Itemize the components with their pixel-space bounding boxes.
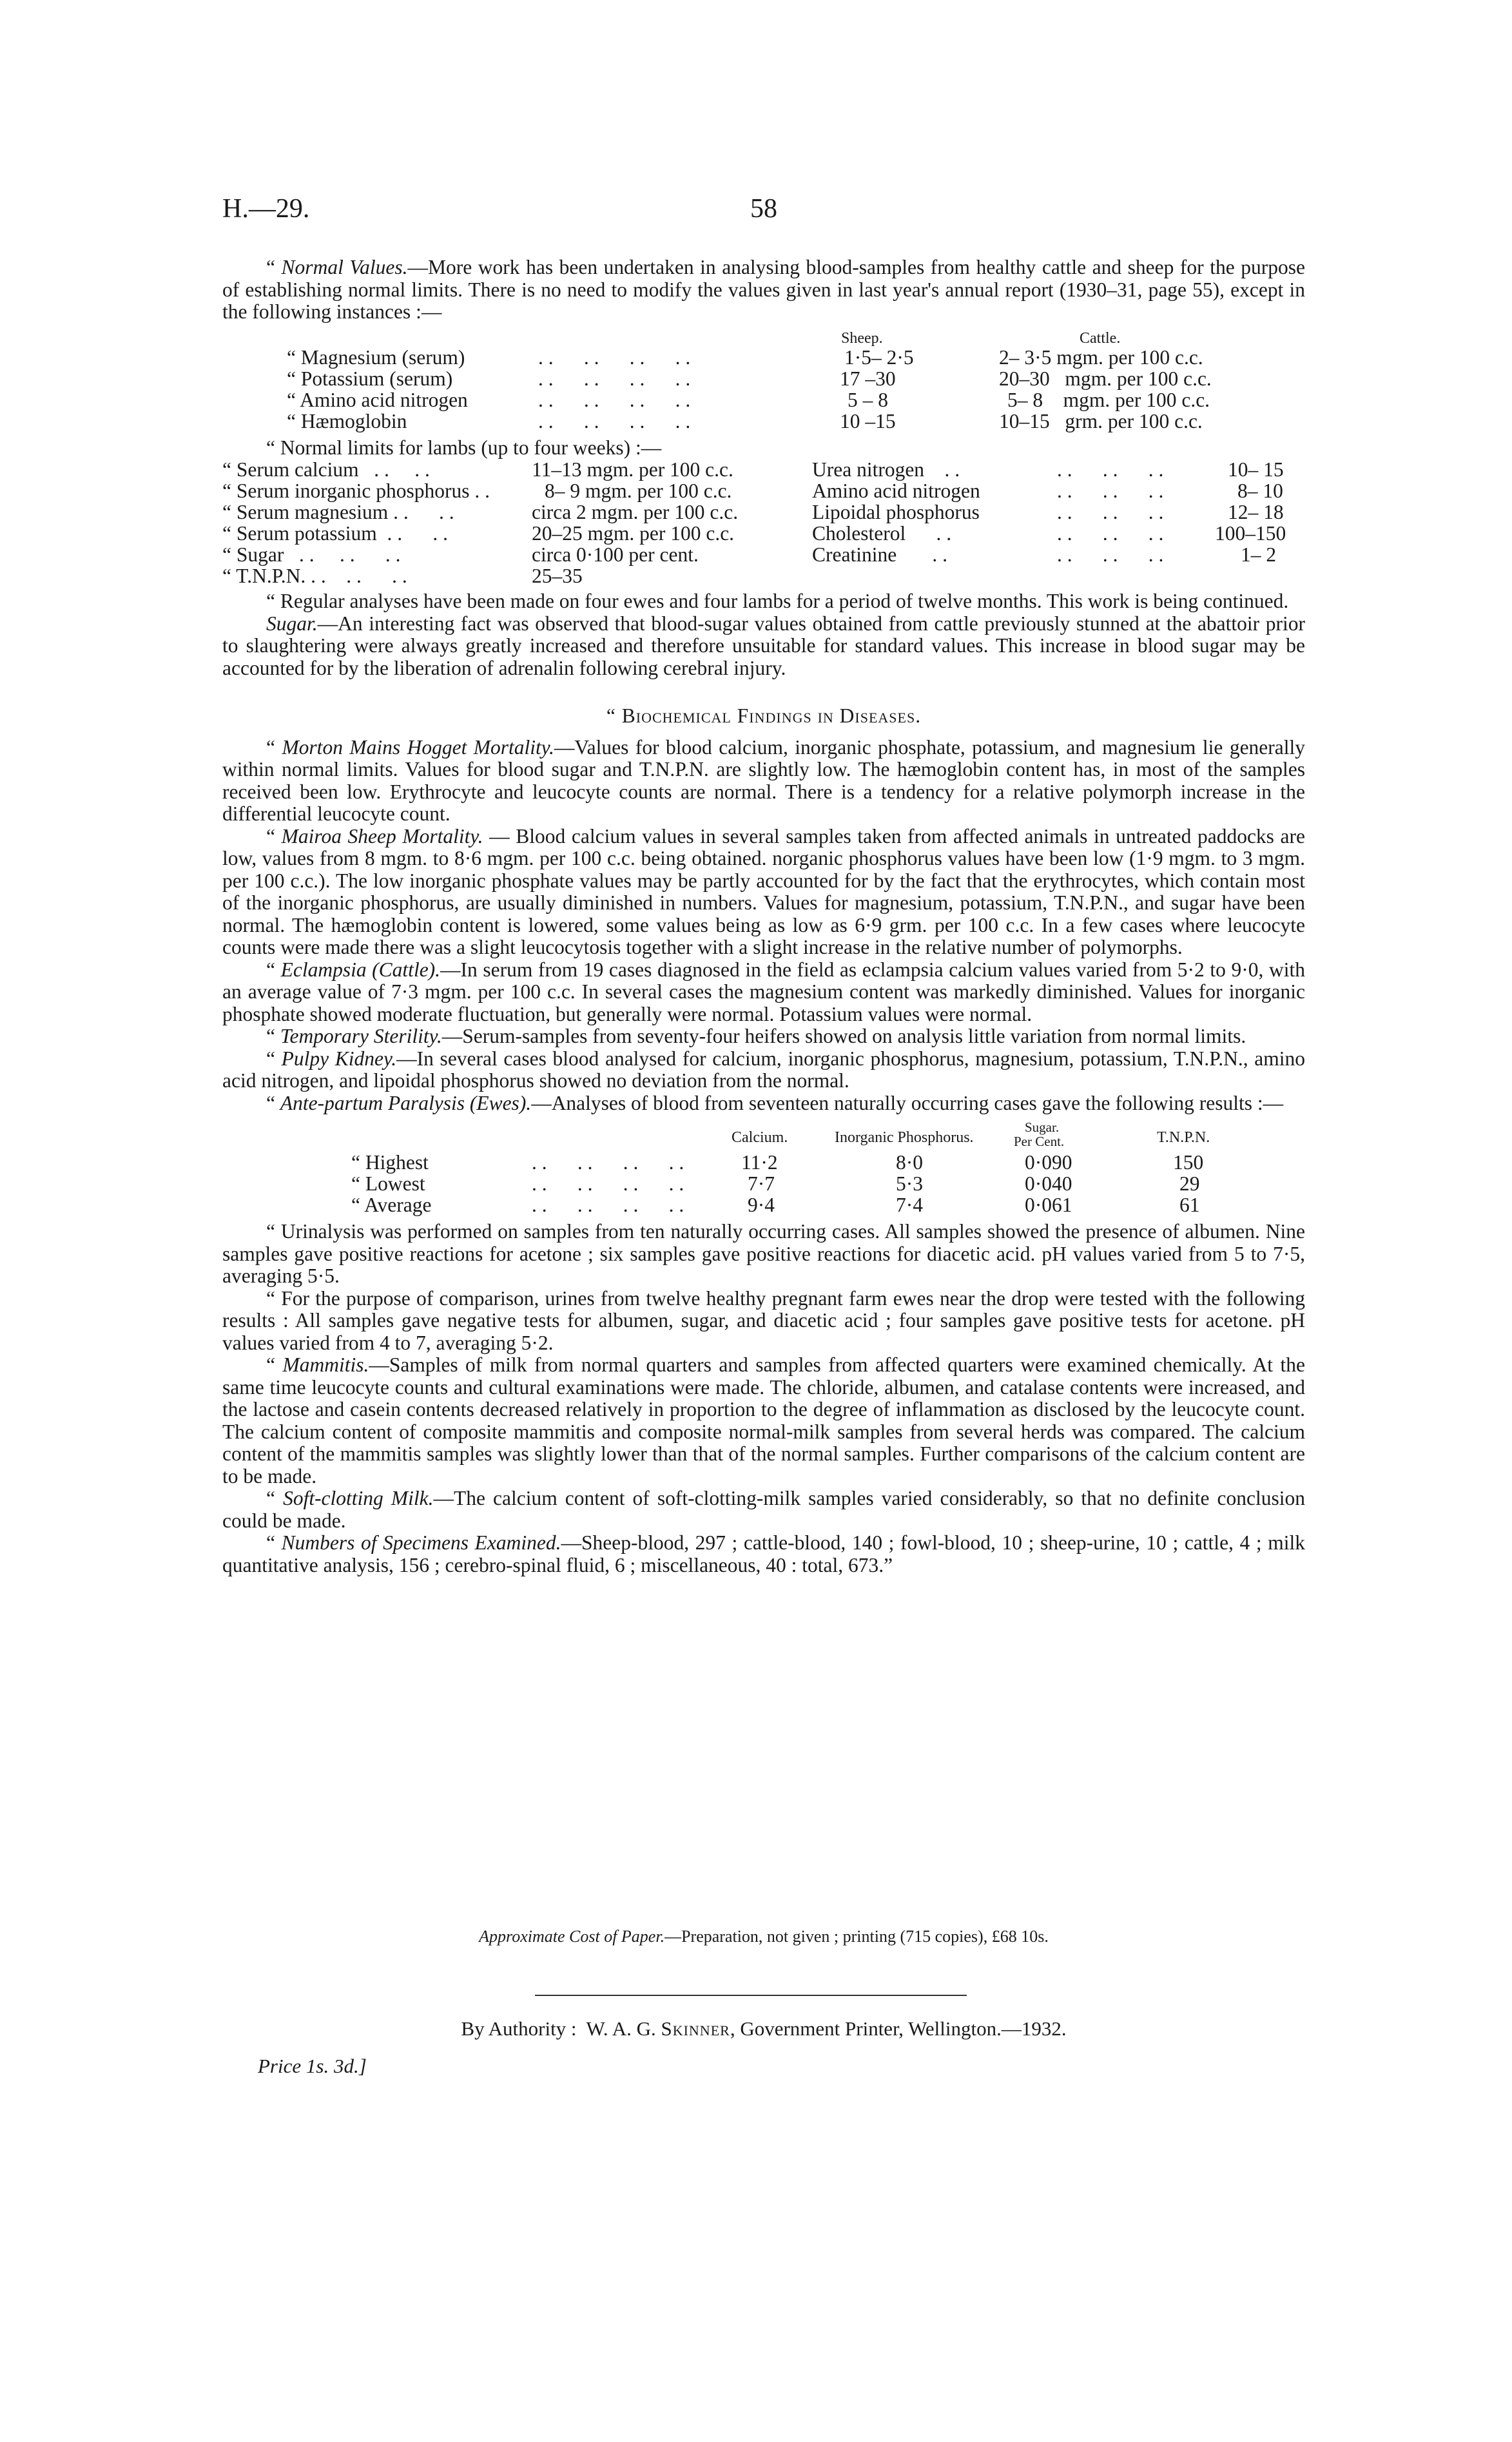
biochemical-findings-heading: “ Biochemical Findings in Diseases.	[606, 704, 922, 727]
ewes-row	[222, 1152, 1305, 1173]
page-number: 58	[750, 194, 777, 224]
normal-values-row	[222, 389, 1305, 411]
comparison-paragraph: “ For the purpose of comparison, urines from twelve healthy pregnant farm ewes near the drop were tested with the following results : All samples gave negative tests for albumen, sugar, and diacetic acid ; four samples gave positive tests for acetone. pH values varied from 4 to 7, averaging 5·2.	[222, 1286, 1305, 1354]
tnpn-value: 61	[1179, 1194, 1200, 1216]
calcium-value: 11·2	[741, 1151, 778, 1174]
leader-dots: . . . . . . . .	[532, 1194, 684, 1216]
specimens-title: Numbers of Specimens Examined.	[281, 1531, 561, 1554]
lamb-left-value: 25–35	[532, 565, 583, 587]
normal-values-text: —More work has been undertaken in analysing blood-samples from healthy cattle and sheep for the purpose of establishing normal limits. There is no need to modify the values given in last year's annual report (1930–31, page 55), except in the following instances :—	[222, 256, 1305, 323]
row-label: “ Magnesium (serum)	[287, 345, 465, 369]
lamb-right-value: 12– 18	[1228, 501, 1284, 523]
normal-values-paragraph: “ Normal Values.—More work has been undertaken in analysing blood-samples from healthy cattle and sheep for the purpose of establishing normal limits. There is no need to modify the values given in last year's annual report (1930–31, page 55), except in the following instances :—	[222, 256, 1305, 323]
leader-dots: . . . . . .	[1057, 458, 1164, 481]
antepartum-text: —Analyses of blood from seventeen naturally occurring cases gave the following results :—	[531, 1091, 1284, 1114]
urinalysis-paragraph: “ Urinalysis was performed on samples from ten naturally occurring cases. All samples showed the presence of albumen. Nine samples gave positive reactions for acetone ; six samples gave positive reactions for diacetic acid. pH values varied from 5 to 7·5, averaging 5·5.	[222, 1220, 1305, 1287]
soft-clotting-text: —The calcium content of soft-clotting-milk samples varied considerably, so that no definite conclusion could be made.	[222, 1487, 1305, 1532]
col-tnpn: T.N.P.N.	[1157, 1129, 1210, 1146]
lamb-right-label: Urea nitrogen . .	[812, 458, 960, 481]
leader-dots: . . . . . . . .	[532, 1151, 684, 1174]
lambs-intro: “ Normal limits for lambs (up to four weeks) :—	[266, 436, 662, 459]
lambs-row	[222, 565, 1305, 586]
row-label: “ Highest	[351, 1151, 429, 1174]
pulpy-kidney-paragraph: “ Pulpy Kidney.—In several cases blood analysed for calcium, inorganic phosphorus, magnesium, potassium, T.N.P.N., amino acid nitrogen, and lipoidal phosphorus showed no deviation from the normal.	[222, 1047, 1305, 1092]
lamb-left-label: “ T.N.P.N. . . . . . .	[222, 565, 407, 587]
lamb-left-value: 11–13 mgm. per 100 c.c.	[532, 458, 733, 481]
mammitis-paragraph: “ Mammitis.—Samples of milk from normal quarters and samples from affected quarters were examined chemically. At the same time leucocyte counts and cultural examinations were made. The chloride, albumen, and catalase contents were increased, and the lactose and casein contents decreased relatively in proportion to the degree of inflammation as disclosed by the leucocyte count. The calcium content of composite mammitis and composite normal-milk samples from several herds was compared. The calcium content of the mammitis samples was slightly lower than that of the normal samples. Further comparisons of the calcium content are to be made.	[222, 1353, 1305, 1487]
antepartum-paragraph: “ Ante-partum Paralysis (Ewes).—Analyses of blood from seventeen naturally occurring cases gave the following results :—	[266, 1091, 1284, 1114]
printer-name: Skinner	[661, 2017, 730, 2040]
document-id: H.—29.	[222, 194, 310, 224]
ewes-table-header	[222, 1118, 1305, 1152]
leader-dots: . . . . . . . .	[538, 388, 691, 411]
col-sugar: Sugar.	[1025, 1119, 1060, 1135]
lambs-table	[222, 459, 1305, 586]
col-sheep: Sheep.	[841, 329, 883, 347]
calcium-value: 9·4	[748, 1194, 775, 1216]
leader-dots: . . . . . .	[1057, 501, 1164, 523]
normal-values-table	[222, 325, 1305, 432]
cattle-value: 2– 3·5 mgm. per 100 c.c.	[999, 345, 1203, 369]
lamb-left-value: circa 2 mgm. per 100 c.c.	[532, 501, 739, 523]
mairoa-paragraph: “ Mairoa Sheep Mortality. — Blood calcium values in several samples taken from affected animals in untreated paddocks are low, values from 8 mgm. to 8·6 mgm. per 100 c.c. being obtained. norganic phosphorus values have been low (1·9 mgm. to 3 mgm. per 100 c.c.). The low inorganic phosphate values may be partly accounted for by the fact that the erythrocytes, which contain most of the inorganic phosphorus, are usually diminished in numbers. Values for magnesium, potassium, T.N.P.N., and sugar have been normal. The hæmoglobin content is lowered, some values being as low as 6·9 grm. per 100 c.c. In a few cases where leucocyte counts were made there was a slight leucocytosis together with a slight increase in the relative number of polymorphs.	[222, 824, 1306, 958]
soft-clotting-title: Soft-clotting Milk.	[283, 1487, 434, 1509]
tnpn-value: 150	[1173, 1151, 1204, 1174]
printer-authority	[222, 2017, 1305, 2040]
approximate-cost	[222, 1927, 1305, 1946]
phosphorus-value: 7·4	[896, 1194, 923, 1216]
row-label: “ Amino acid nitrogen	[287, 388, 468, 411]
pulpy-kidney-title: Pulpy Kidney.	[281, 1047, 397, 1070]
leader-dots: . . . . . . . .	[532, 1172, 684, 1195]
row-label: “ Hæmoglobin	[287, 409, 407, 432]
cattle-value: 10–15 grm. per 100 c.c.	[999, 409, 1203, 432]
price: Price 1s. 3d.]	[258, 2055, 367, 2077]
antepartum-title: Ante-partum Paralysis (Ewes).	[280, 1091, 532, 1114]
lamb-right-label: Lipoidal phosphorus	[812, 501, 980, 523]
leader-dots: . . . . . . . .	[538, 367, 691, 390]
leader-dots: . . . . . .	[1057, 480, 1164, 502]
ewes-row	[222, 1194, 1305, 1216]
col-calcium: Calcium.	[732, 1129, 788, 1146]
ewes-row	[222, 1173, 1305, 1194]
lamb-left-label: “ Serum magnesium . . . .	[222, 501, 454, 523]
ewes-table	[222, 1118, 1305, 1216]
lambs-row	[222, 480, 1305, 501]
sheep-value: 5 – 8	[848, 388, 888, 411]
sugar-title: Sugar.	[266, 612, 318, 635]
phosphorus-value: 8·0	[896, 1151, 923, 1174]
sheep-value: 1·5– 2·5	[844, 345, 914, 369]
cost-text: —Preparation, not given ; printing (715 copies), £68 10s.	[664, 1927, 1049, 1946]
lambs-row	[222, 501, 1305, 523]
col-sugar-unit: Per Cent.	[1014, 1134, 1065, 1149]
row-label: “ Lowest	[351, 1172, 425, 1195]
normal-values-row	[222, 411, 1305, 432]
leader-dots: . . . . . .	[1057, 522, 1164, 545]
lamb-right-value: 8– 10	[1237, 480, 1283, 502]
mairoa-title: Mairoa Sheep Mortality.	[281, 824, 483, 848]
page-header	[222, 193, 1305, 232]
leader-dots: . . . . . . . .	[538, 345, 691, 369]
mammitis-text: —Samples of milk from normal quarters and samples from affected quarters were examined chemically. At the same time leucocyte counts and cultural examinations were made. The chloride, albumen, and catalase contents were increased, and the lactose and casein contents decreased relatively in proportion to the degree of inflammation as disclosed by the leucocyte count. The calcium content of composite mammitis and composite normal-milk samples from several herds was compared. The calcium content of the mammitis samples was slightly lower than that of the normal samples. Further comparisons of the calcium content are to be made.	[222, 1353, 1305, 1487]
normal-values-row	[222, 347, 1305, 368]
page-body	[222, 257, 1305, 1576]
specimens-text: —Sheep-blood, 297 ; cattle-blood, 140 ; fowl-blood, 10 ; sheep-urine, 10 ; cattle, 4 ; milk quantitative analysis, 156 ; cerebro-spinal fluid, 6 ; miscellaneous, 40 : total, 673.”	[222, 1531, 1305, 1576]
cattle-value: 20–30 mgm. per 100 c.c.	[999, 367, 1212, 390]
lambs-row	[222, 523, 1305, 544]
mammitis-title: Mammitis.	[282, 1353, 369, 1376]
sterility-title: Temporary Sterility.	[280, 1025, 442, 1047]
leader-dots: . . . . . . . .	[538, 409, 691, 432]
lamb-left-label: “ Sugar . . . . . .	[222, 543, 401, 566]
lambs-row	[222, 544, 1305, 565]
row-label: “ Potassium (serum)	[287, 367, 453, 390]
sugar-value: 0·090	[1025, 1151, 1072, 1174]
normal-values-header	[222, 325, 1305, 347]
lamb-left-label: “ Serum calcium . . . .	[222, 458, 430, 481]
regular-analyses-paragraph: “ Regular analyses have been made on four ewes and four lambs for a period of twelve months. This work is being continued.	[266, 590, 1289, 612]
eclampsia-title: Eclampsia (Cattle).	[280, 958, 441, 981]
eclampsia-paragraph: “ Eclampsia (Cattle).—In serum from 19 cases diagnosed in the field as eclampsia calcium values varied from 5·2 to 9·0, with an average value of 7·3 mgm. per 100 c.c. In several cases the magnesium content was markedly diminished. Values for inorganic phosphate showed moderate fluctuation, but generally were normal. Potassium values were normal.	[222, 958, 1305, 1025]
lamb-right-value: 10– 15	[1228, 458, 1284, 481]
phosphorus-value: 5·3	[896, 1172, 923, 1195]
lamb-right-label: Amino acid nitrogen	[812, 480, 980, 502]
normal-values-title: Normal Values.	[281, 256, 408, 278]
tnpn-value: 29	[1179, 1172, 1200, 1195]
sheep-value: 17 –30	[840, 367, 896, 390]
sugar-value: 0·061	[1025, 1194, 1072, 1216]
leader-dots: . . . . . .	[1057, 543, 1164, 566]
lamb-right-label: Creatinine . .	[812, 543, 947, 566]
mairoa-text: — Blood calcium values in several samples taken from affected animals in untreated paddocks are low, values from 8 mgm. to 8·6 mgm. per 100 c.c. being obtained. norganic phosphorus values have been low (1·9 mgm. to 3 mgm. per 100 c.c.). The low inorganic phosphate values may be partly accounted for by the fact that the erythrocytes, which contain most of the inorganic phosphorus, are usually diminished in numbers. Values for magnesium, potassium, T.N.P.N., and sugar have been normal. The hæmoglobin content is lowered, some values being as low as 6·9 grm. per 100 c.c. In a few cases where leucocyte counts were made there was a slight leucocytosis together with a slight increase in the relative number of polymorphs.	[222, 824, 1306, 958]
sugar-text: —An interesting fact was observed that blood-sugar values obtained from cattle previously stunned at the abattoir prior to slaughtering were always greatly increased and therefore unsuitable for standard values. This increase in blood sugar may be accounted for by the liberation of adrenalin following cerebral injury.	[222, 612, 1305, 679]
lamb-left-label: “ Serum inorganic phosphorus . .	[222, 480, 490, 502]
cattle-value: 5– 8 mgm. per 100 c.c.	[1007, 388, 1210, 411]
sheep-value: 10 –15	[840, 409, 896, 432]
soft-clotting-paragraph: “ Soft-clotting Milk.—The calcium content of soft-clotting-milk samples varied considerably, so that no definite conclusion could be made.	[222, 1487, 1305, 1532]
lamb-left-label: “ Serum potassium . . . .	[222, 522, 448, 545]
lamb-right-label: Cholesterol . .	[812, 522, 952, 545]
row-label: “ Average	[351, 1194, 432, 1216]
authority-suffix: , Government Printer, Wellington.—1932.	[730, 2017, 1067, 2040]
normal-values-row	[222, 368, 1305, 389]
authority-prefix: By Authority : W. A. G.	[461, 2017, 656, 2040]
lambs-row	[222, 459, 1305, 480]
calcium-value: 7·7	[748, 1172, 775, 1195]
specimens-paragraph: “ Numbers of Specimens Examined.—Sheep-blood, 297 ; cattle-blood, 140 ; fowl-blood, 10 ; sheep-urine, 10 ; cattle, 4 ; milk quantitative analysis, 156 ; cerebro-spinal fluid, 6 ; miscellaneous, 40 : total, 673.”	[222, 1531, 1305, 1576]
sugar-value: 0·040	[1025, 1172, 1072, 1195]
col-inorganic-phosphorus: Inorganic Phosphorus.	[835, 1129, 974, 1146]
sugar-paragraph	[222, 613, 1305, 680]
col-cattle: Cattle.	[1080, 329, 1121, 347]
cost-label: Approximate Cost of Paper.	[479, 1927, 665, 1946]
lamb-right-value: 100–150	[1215, 522, 1286, 545]
pulpy-kidney-text: —In several cases blood analysed for calcium, inorganic phosphorus, magnesium, potassium, T.N.P.N., amino acid nitrogen, and lipoidal phosphorus showed no deviation from the normal.	[222, 1047, 1305, 1092]
footer-divider	[535, 1995, 967, 1996]
sterility-text: —Serum-samples from seventy-four heifers showed on analysis little variation from normal limits.	[441, 1025, 1246, 1047]
morton-title: Morton Mains Hogget Mortality.	[282, 735, 554, 759]
sterility-paragraph: “ Temporary Sterility.—Serum-samples from seventy-four heifers showed on analysis little variation from normal limits.	[266, 1025, 1246, 1047]
morton-text: —Values for blood calcium, inorganic phosphate, potassium, and magnesium lie generally within normal limits. Values for blood sugar and T.N.P.N. are slightly low. The hæmoglobin content has, in most of the samples received been low. Erythrocyte and leucocyte counts are normal. There is a tendency for a relative polymorph increase in the differential leucocyte count.	[222, 735, 1306, 825]
lamb-left-value: 20–25 mgm. per 100 c.c.	[532, 522, 735, 545]
lamb-right-value: 1– 2	[1241, 543, 1277, 566]
lamb-left-value: 8– 9 mgm. per 100 c.c.	[545, 480, 732, 502]
morton-paragraph: “ Morton Mains Hogget Mortality.—Values for blood calcium, inorganic phosphate, potassium, and magnesium lie generally within normal limits. Values for blood sugar and T.N.P.N. are slightly low. The hæmoglobin content has, in most of the samples received been low. Erythrocyte and leucocyte counts are normal. There is a tendency for a relative polymorph increase in the differential leucocyte count.	[222, 735, 1306, 825]
lamb-left-value: circa 0·100 per cent.	[532, 543, 699, 566]
eclampsia-text: —In serum from 19 cases diagnosed in the field as eclampsia calcium values varied from 5·2 to 9·0, with an average value of 7·3 mgm. per 100 c.c. In several cases the magnesium content was markedly diminished. Values for inorganic phosphate showed moderate fluctuation, but generally were normal. Potassium values were normal.	[222, 958, 1305, 1025]
